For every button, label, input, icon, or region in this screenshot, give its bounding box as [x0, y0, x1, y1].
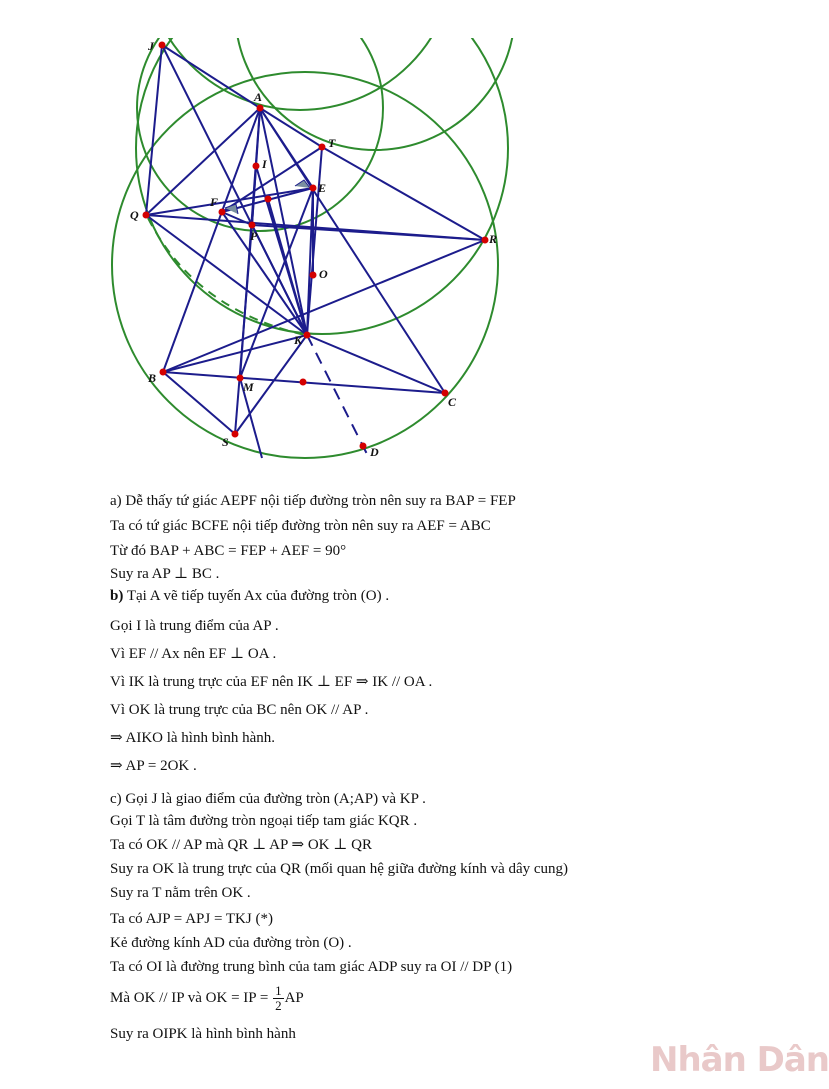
label-E: E: [318, 181, 327, 195]
text-c2: Gọi T là tâm đường tròn ngoại tiếp tam giác KQR .: [110, 813, 418, 829]
label-T: T: [328, 136, 336, 150]
text-a4: Suy ra AP ⊥ BC .: [110, 566, 220, 582]
text-c3: Ta có OK // AP mà QR ⊥ AP ⇒ OK ⊥ QR: [110, 837, 372, 853]
label-D: D: [370, 445, 379, 459]
label-O: O: [319, 267, 328, 281]
text-c4: Suy ra OK là trung trực của QR (mối quan hệ giữa đường kính và dây cung): [110, 861, 569, 877]
text-b-label: b): [110, 588, 124, 604]
text-a3: Từ đó BAP + ABC = FEP + AEF = 90°: [110, 543, 347, 559]
text-a2: Ta có tứ giác BCFE nội tiếp đường tròn nên suy ra AEF = ABC: [110, 518, 491, 534]
label-P: P: [250, 229, 258, 243]
circle-O: [112, 72, 498, 458]
text-c9-pre: Mà OK // IP và OK = IP =: [110, 989, 269, 1006]
fraction-half: $\frac{1}{2}$: [275, 983, 282, 1013]
text-b5: Vì OK là trung trực của BC nên OK // AP .: [110, 702, 369, 718]
text-c7: Kẻ đường kính AD của đường tròn (O) .: [110, 935, 352, 951]
label-I: I: [262, 157, 267, 171]
text-b1: Tại A vẽ tiếp tuyến Ax của đường tròn (O) .: [123, 588, 390, 604]
text-c9-post: AP: [284, 989, 304, 1006]
text-c10: Suy ra OIPK là hình bình hành: [110, 1026, 296, 1042]
text-c6: Ta có AJP = APJ = TKJ (*): [110, 911, 273, 927]
label-R: R: [489, 232, 498, 246]
label-J: J: [148, 39, 154, 53]
label-Q: Q: [130, 208, 139, 222]
text-b4: Vì IK là trung trực của EF nên IK ⊥ EF ⇒ IK // OA .: [110, 674, 433, 690]
text-b1-line: [110, 587, 389, 605]
text-b7: ⇒ AP = 2OK .: [110, 758, 197, 774]
watermark-logo: Nhân Dân: [650, 1040, 829, 1080]
geometry-figure: [100, 30, 520, 470]
text-c1: c) Gọi J là giao điểm của đường tròn (A;AP) và KP .: [110, 791, 426, 807]
label-A: A: [254, 90, 263, 104]
circle-T: [136, 0, 508, 334]
label-C: C: [448, 395, 457, 409]
text-b3: Vì EF // Ax nên EF ⊥ OA .: [110, 646, 277, 662]
label-M: M: [243, 380, 254, 394]
text-c8: Ta có OI là đường trung bình của tam giác ADP suy ra OI // DP (1): [110, 959, 513, 975]
text-a1: a) Dễ thấy tứ giác AEPF nội tiếp đường tròn nên suy ra BAP = FEP: [110, 493, 516, 509]
label-K: K: [294, 333, 303, 347]
label-S: S: [222, 435, 229, 449]
text-b6: ⇒ AIKO là hình bình hành.: [110, 730, 276, 746]
label-F: F: [210, 195, 219, 209]
label-B: B: [148, 371, 157, 385]
text-c9: [110, 984, 304, 1013]
text-c5: Suy ra T nằm trên OK .: [110, 885, 251, 901]
dashed-arc: [148, 218, 305, 335]
text-b2: Gọi I là trung điểm của AP .: [110, 618, 279, 634]
circle-left-top: [145, 0, 455, 110]
